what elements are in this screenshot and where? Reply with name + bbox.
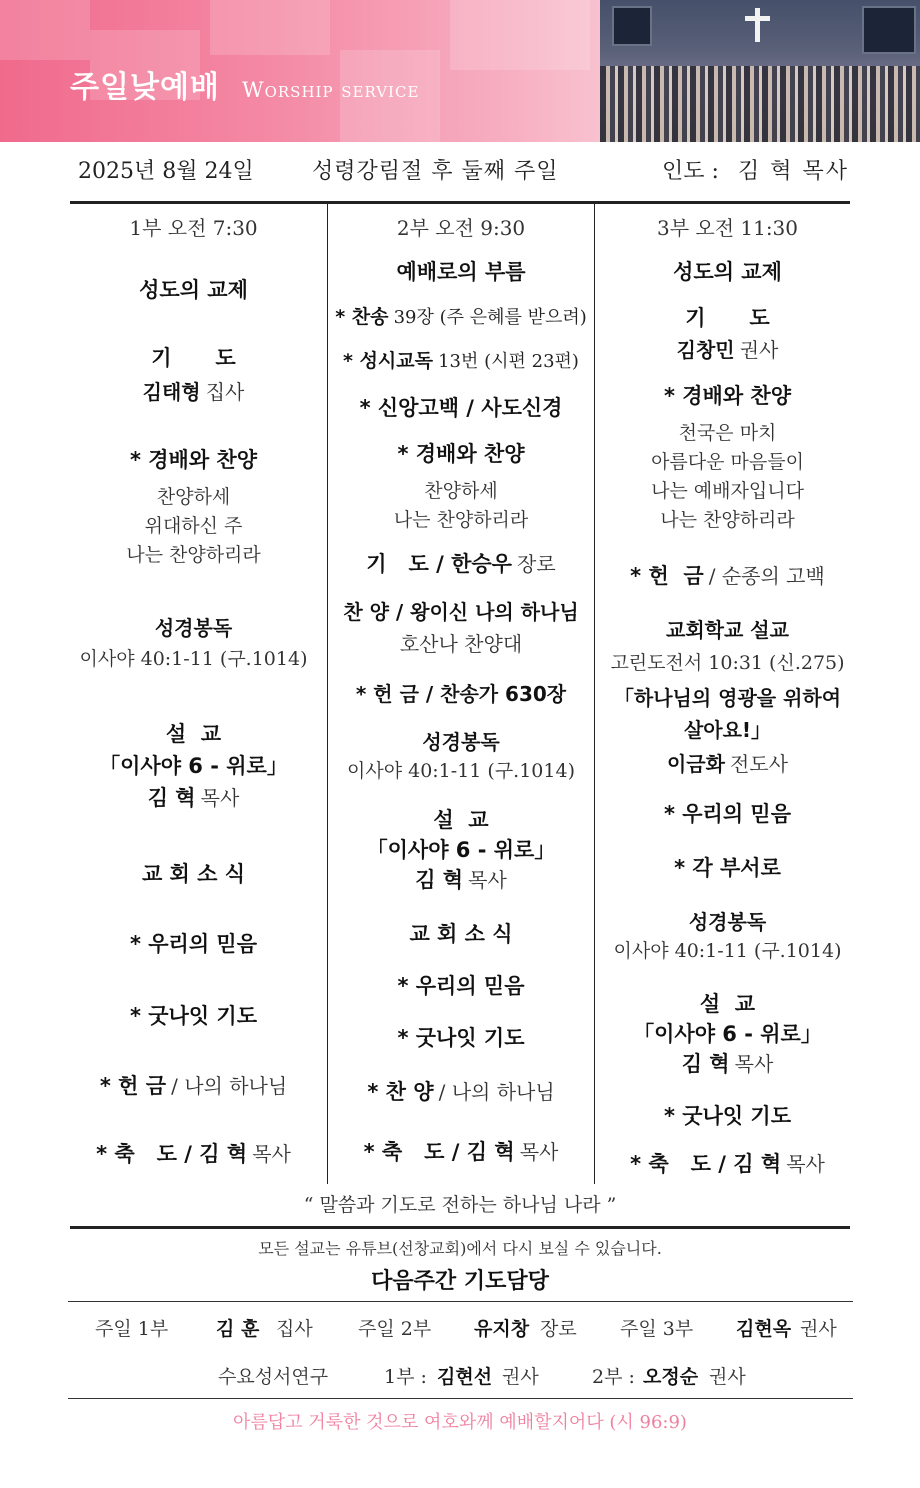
- wed-2-role: 권사: [709, 1366, 746, 1388]
- congregation-photo: [600, 0, 920, 142]
- sending-to-departments: * 각 부서로: [674, 856, 781, 880]
- preacher: [60, 782, 327, 812]
- preacher: [328, 864, 594, 894]
- benediction-heading: * 축 도 / 김 혁: [630, 1152, 782, 1176]
- preacher-name: 김 혁: [681, 1052, 730, 1076]
- service-info-row: [0, 150, 920, 190]
- projector-screen: [862, 6, 916, 54]
- leader-label: 인도 :: [662, 159, 719, 184]
- anthem: 찬 양 / 왕이신 나의 하나님: [343, 600, 579, 624]
- scripture-heading: 성경봉독: [422, 730, 500, 754]
- benediction-role: 목사: [252, 1142, 291, 1166]
- youtube-notice: 모든 설교는 유튜브(선창교회)에서 다시 보실 수 있습니다.: [258, 1239, 662, 1258]
- preacher-role: 목사: [734, 1052, 774, 1076]
- church-news: 교 회 소 식: [409, 922, 513, 946]
- scripture-heading: 성경봉독: [154, 616, 233, 640]
- prayer-duty-top-rule: [68, 1301, 853, 1302]
- school-sermon-heading: 교회학교 설교: [666, 618, 789, 642]
- school-sermon-title: 살아요!」: [683, 718, 772, 742]
- song-detail: / 나의 하나님: [438, 1080, 555, 1104]
- motto-quote: “ 말씀과 기도로 전하는 하나님 나라 ”: [303, 1194, 617, 1216]
- service-3-header: 3부 오전 11:30: [656, 216, 799, 240]
- sunday-2-name: 유지창: [474, 1318, 530, 1340]
- preacher-role: 목사: [468, 868, 507, 892]
- praise-song: 아름다운 마음들이: [651, 451, 804, 473]
- benediction-role: 목사: [786, 1152, 825, 1176]
- scripture-heading: 성경봉독: [688, 910, 767, 934]
- service-2-header: 2부 오전 9:30: [396, 216, 526, 240]
- church-news: 교 회 소 식: [141, 862, 246, 886]
- scripture-reference: 이사야 40:1-11 (구.1014): [613, 940, 842, 962]
- cross-icon-bar: [745, 16, 770, 21]
- hymn: [328, 302, 594, 329]
- benediction-heading: * 축 도 / 김 혁: [96, 1142, 248, 1166]
- prayer-heading: 기 도: [685, 306, 770, 330]
- sunday-3-role: 권사: [800, 1318, 837, 1340]
- prayer-leader-name: 김창민: [676, 338, 735, 362]
- prayer-leader: [60, 376, 327, 405]
- offering: [60, 1070, 327, 1100]
- offering: * 헌 금 / 찬송가 630장: [355, 682, 567, 706]
- offering-heading: * 헌 금: [99, 1074, 167, 1098]
- cross-icon: [755, 8, 760, 42]
- responsive-heading: * 성시교독: [343, 350, 433, 372]
- sunday-1-name: 김 훈: [216, 1318, 260, 1340]
- prayer-role: 장로: [517, 552, 556, 576]
- prayer-duty-bottom-rule: [68, 1398, 853, 1399]
- scripture-reference: 이사야 40:1-11 (구.1014): [79, 648, 308, 670]
- praise-song: 나는 찬양하리라: [660, 509, 795, 531]
- goodnight-prayer: * 굿나잇 기도: [397, 1026, 525, 1050]
- benediction-heading: * 축 도 / 김 혁: [363, 1140, 515, 1164]
- praise-heading: * 경배와 찬양: [129, 448, 258, 472]
- wednesday-label: 수요성서연구: [218, 1366, 329, 1388]
- liturgical-season: 성령강림절 후 둘째 주일: [312, 159, 559, 184]
- choir-name: 호산나 찬양대: [399, 632, 523, 656]
- benediction-role: 목사: [519, 1140, 559, 1164]
- praise-song: 찬양하세: [156, 486, 231, 508]
- footer-verse: 아름답고 거룩한 것으로 여호와께 예배할지어다 (시 96:9): [233, 1412, 687, 1433]
- praise-song: 천국은 마치: [678, 422, 777, 444]
- service-1-header: 1부 오전 7:30: [129, 216, 258, 240]
- preacher-name: 김 혁: [147, 786, 196, 810]
- call-to-worship: 예배로의 부름: [396, 260, 526, 284]
- fellowship: 성도의 교제: [673, 260, 782, 284]
- responsive-reading: [328, 346, 594, 373]
- benediction: [595, 1148, 860, 1178]
- service-1-column: [60, 206, 327, 1184]
- praise-song: 나는 예배자입니다: [651, 480, 804, 502]
- wed-2-name: 오정순: [643, 1366, 699, 1388]
- benediction: [60, 1138, 327, 1168]
- creed: * 우리의 믿음: [397, 974, 525, 998]
- praise-song: 나는 찬양하리라: [393, 509, 529, 531]
- sermon-title: 「이사야 6 - 위로」: [633, 1022, 822, 1046]
- praise-song: 나는 찬양하리라: [126, 544, 261, 566]
- sunday-3-label: 주일 3부: [620, 1318, 694, 1340]
- hymn-detail: 39장 (주 은혜를 받으려): [393, 307, 587, 328]
- sunday-1-label: 주일 1부: [95, 1318, 169, 1340]
- sunday-2-role: 장로: [540, 1318, 577, 1340]
- offering-heading: * 헌 금: [630, 564, 704, 588]
- sermon-heading: 설 교: [699, 992, 756, 1016]
- banner-subtitle: Worship service: [242, 78, 420, 102]
- creed: * 우리의 믿음: [129, 932, 258, 956]
- sermon-heading: 설 교: [433, 808, 489, 832]
- creed: * 우리의 믿음: [663, 802, 792, 826]
- goodnight-prayer: * 굿나잇 기도: [129, 1004, 258, 1028]
- prayer-heading: 기 도 / 한승우: [366, 552, 512, 576]
- prayer-leader: [595, 334, 860, 363]
- praise-song: 찬양하세: [424, 480, 498, 502]
- school-preacher-name: 이금화: [666, 752, 725, 776]
- praise-song: 위대하신 주: [144, 515, 243, 537]
- prayer-heading: 기 도: [151, 346, 236, 370]
- sunday-2-label: 주일 2부: [358, 1318, 432, 1340]
- confession-creed: * 신앙고백 / 사도신경: [359, 396, 563, 420]
- hymn-heading: * 찬송: [335, 306, 389, 328]
- offering-song: / 순종의 고백: [708, 564, 825, 588]
- banner-tile: [210, 0, 330, 55]
- benediction: [328, 1136, 594, 1166]
- prayer-leader-name: 김태형: [142, 380, 201, 404]
- prayer: [328, 548, 594, 578]
- song: [328, 1076, 594, 1106]
- school-sermon-title: 「하나님의 영광을 위하여: [613, 686, 842, 710]
- school-sermon-reference: 고린도전서 10:31 (신.275): [610, 652, 845, 674]
- prayer-leader-role: 권사: [739, 338, 779, 362]
- responsive-detail: 13번 (시편 23편): [438, 351, 579, 372]
- service-3-column: [595, 206, 860, 1184]
- praise-heading: * 경배와 찬양: [663, 384, 792, 408]
- service-date: 2025년 8월 24일: [78, 159, 254, 184]
- praise-heading: * 경배와 찬양: [397, 442, 525, 466]
- goodnight-prayer: * 굿나잇 기도: [663, 1104, 792, 1128]
- banner-tile: [450, 0, 590, 70]
- preacher-role: 목사: [200, 786, 240, 810]
- school-preacher: [595, 748, 860, 777]
- preacher: [595, 1048, 860, 1078]
- service-2-column: [328, 206, 594, 1184]
- header-banner: [0, 0, 920, 142]
- congregation-crowd: [600, 66, 920, 142]
- wed-1-role: 권사: [502, 1366, 539, 1388]
- top-rule: [70, 201, 850, 204]
- offering: [595, 560, 860, 590]
- school-preacher-role: 전도사: [730, 752, 789, 776]
- sermon-title: 「이사야 6 - 위로」: [366, 838, 556, 862]
- wed-2-label: 2부 :: [592, 1366, 635, 1388]
- wed-1-name: 김현선: [437, 1366, 493, 1388]
- leader-name: 김 혁 목사: [738, 159, 849, 184]
- fellowship: 성도의 교제: [139, 278, 248, 302]
- wed-1-label: 1부 :: [384, 1366, 427, 1388]
- song-heading: * 찬 양: [367, 1080, 434, 1104]
- projector-screen: [612, 6, 652, 46]
- offering-song: / 나의 하나님: [171, 1074, 288, 1098]
- sunday-3-name: 김현옥: [736, 1318, 792, 1340]
- preacher-name: 김 혁: [415, 868, 464, 892]
- prayer-leader-role: 집사: [205, 380, 245, 404]
- sermon-heading: 설 교: [165, 722, 222, 746]
- middle-rule: [70, 1226, 850, 1229]
- banner-tile: [0, 0, 90, 60]
- prayer-duty-title: 다음주간 기도담당: [371, 1269, 549, 1294]
- sunday-1-role: 집사: [276, 1318, 313, 1340]
- scripture-reference: 이사야 40:1-11 (구.1014): [347, 760, 575, 782]
- banner-title: 주일낮예배: [70, 70, 220, 105]
- sermon-title: 「이사야 6 - 위로」: [99, 754, 288, 778]
